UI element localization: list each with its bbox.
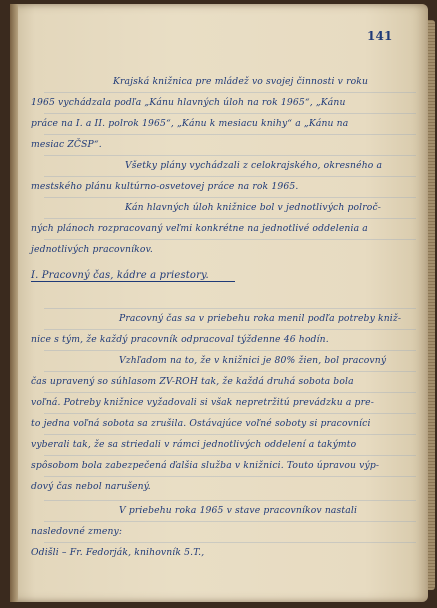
page-number: 141 bbox=[367, 29, 393, 43]
ruled-line bbox=[44, 218, 416, 219]
text-line: Vzhľadom na to, že v knižnici je 80% žien, bol pracovný bbox=[119, 355, 387, 366]
ruled-line bbox=[44, 92, 416, 93]
ruled-line bbox=[44, 197, 416, 198]
ruled-line bbox=[44, 521, 416, 522]
ruled-line bbox=[44, 350, 416, 351]
ruled-line bbox=[44, 371, 416, 372]
ruled-line bbox=[44, 134, 416, 135]
ruled-line bbox=[44, 413, 416, 414]
text-line: vyberali tak, že sa striedali v rámci jednotlivých oddelení a takýmto bbox=[31, 439, 357, 450]
ruled-line bbox=[44, 329, 416, 330]
binding-spine bbox=[10, 4, 18, 602]
text-line: Pracovný čas sa v priebehu roka menil podľa potreby kniž- bbox=[119, 313, 402, 324]
text-line: voľná. Potreby knižnice vyžadovali si však nepretržitú prevádzku a pre- bbox=[31, 397, 374, 408]
ruled-line bbox=[44, 113, 416, 114]
ruled-line bbox=[44, 434, 416, 435]
ruled-line bbox=[44, 392, 416, 393]
ruled-line bbox=[44, 542, 416, 543]
text-line: nice s tým, že každý pracovník odpracoval týždenne 46 hodín. bbox=[31, 334, 329, 345]
text-line: ných plánoch rozpracovaný veľmi konkrétne na jednotlivé oddelenia a bbox=[31, 223, 368, 234]
text-line: čas upravený so súhlasom ZV-ROH tak, že každá druhá sobota bola bbox=[31, 376, 354, 387]
text-line: práce na I. a II. polrok 1965“, „Kánu k mesiacu knihy“ a „Kánu na bbox=[31, 118, 349, 129]
text-line: to jedna voľná sobota sa zrušila. Ostávajúce voľné soboty si pracovníci bbox=[31, 418, 371, 429]
ruled-line bbox=[44, 155, 416, 156]
ruled-line bbox=[44, 239, 416, 240]
text-line: mesiac ZČSP“. bbox=[31, 139, 102, 150]
ruled-line bbox=[44, 500, 416, 501]
ruled-line bbox=[44, 176, 416, 177]
text-line: Odišli – Fr. Fedorják, knihovník 5.T., bbox=[31, 547, 205, 558]
page-edge bbox=[428, 20, 435, 590]
text-line: Krajská knižnica pre mládež vo svojej činnosti v roku bbox=[113, 76, 369, 87]
text-line: Kán hlavných úloh knižnice bol v jednotlivých polroč- bbox=[125, 202, 382, 213]
ruled-line bbox=[44, 308, 416, 309]
ruled-line bbox=[44, 455, 416, 456]
heading-underline bbox=[31, 281, 235, 282]
text-line: mestského plánu kultúrno-osvetovej práce na rok 1965. bbox=[31, 181, 299, 192]
text-line: jednotlivých pracovníkov. bbox=[31, 244, 153, 255]
text-line: spôsobom bola zabezpečená ďalšia služba v knižnici. Touto úpravou výp- bbox=[31, 460, 380, 471]
text-line: nasledovné zmeny: bbox=[31, 526, 123, 537]
text-line: V priebehu roka 1965 v stave pracovníkov nastali bbox=[119, 505, 358, 516]
text-line: dový čas nebol narušený. bbox=[31, 481, 151, 492]
ruled-line bbox=[44, 476, 416, 477]
section-heading: I. Pracovný čas, kádre a priestory. bbox=[31, 270, 209, 281]
text-line: 1965 vychádzala podľa „Kánu hlavných úloh na rok 1965“, „Kánu bbox=[31, 97, 346, 108]
text-line: Všetky plány vychádzali z celokrajského, okresného a bbox=[125, 160, 383, 171]
